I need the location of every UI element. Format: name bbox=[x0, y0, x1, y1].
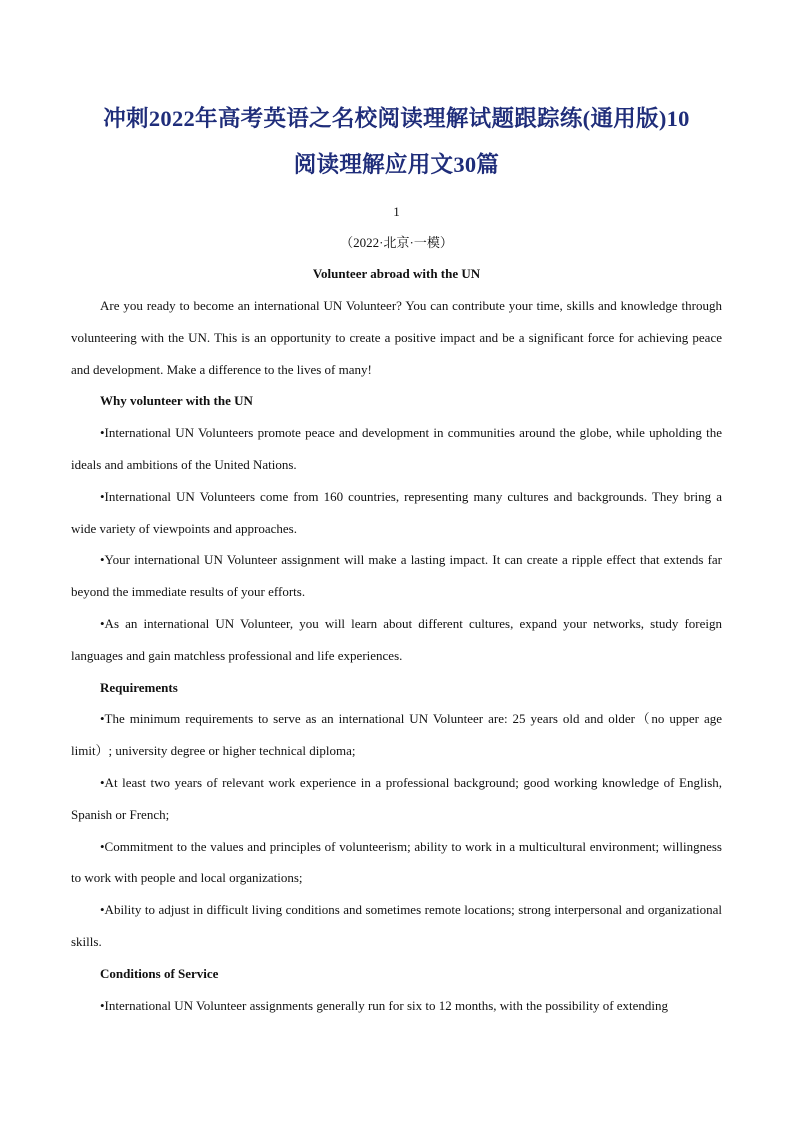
requirement-item: •Ability to adjust in difficult living conditions and sometimes remote locations; strong interpersonal and organizational skills. bbox=[71, 902, 722, 949]
why-item: •International UN Volunteers promote peace and development in communities around the globe, while upholding the ideals and ambitions of the United Nations. bbox=[71, 425, 722, 472]
why-item: •Your international UN Volunteer assignment will make a lasting impact. It can create a ripple effect that extends far beyond the immediate results of your efforts. bbox=[71, 552, 722, 600]
requirement-item: •The minimum requirements to serve as an international UN Volunteer are: 25 years old and older（no upper age limit）; university degree or higher technical diploma; bbox=[71, 711, 722, 759]
why-item: •International UN Volunteers come from 160 countries, representing many cultures and backgrounds. They bring a wide variety of viewpoints and approaches. bbox=[71, 488, 722, 536]
question-number: 1 bbox=[393, 204, 400, 219]
section-heading-why: Why volunteer with the UN bbox=[100, 393, 253, 409]
section-heading-requirements: Requirements bbox=[100, 679, 178, 695]
passage-title: Volunteer abroad with the UN bbox=[312, 266, 481, 281]
requirement-item: •At least two years of relevant work experience in a professional background; good working knowledge of English, Spanish or French; bbox=[71, 774, 722, 822]
section-heading-conditions: Conditions of Service bbox=[100, 965, 219, 981]
why-item: •As an international UN Volunteer, you will learn about different cultures, expand your networks, study foreign languages and gain matchless professional and life experiences. bbox=[71, 615, 722, 663]
document-title bbox=[71, 96, 722, 188]
exam-source: （2022·北京·一模） bbox=[340, 235, 453, 250]
title-line-2: 阅读理解应用文30篇 bbox=[293, 152, 500, 177]
document-page bbox=[71, 96, 722, 1021]
requirement-item: •Commitment to the values and principles of volunteerism; ability to work in a multicultural environment; willingness to work with people and local organizations; bbox=[71, 838, 722, 886]
title-line-1: 冲刺2022年高考英语之名校阅读理解试题跟踪练(通用版)10 bbox=[103, 106, 690, 131]
intro-paragraph: Are you ready to become an international UN Volunteer? You can contribute your time, skills and knowledge through volunteering with the UN. This is an opportunity to create a positive impact and be a significant force for achieving peace and development. Make a difference to the lives of many! bbox=[71, 298, 722, 377]
condition-item: •International UN Volunteer assignments generally run for six to 12 months, with the possibility of extending bbox=[100, 997, 669, 1013]
